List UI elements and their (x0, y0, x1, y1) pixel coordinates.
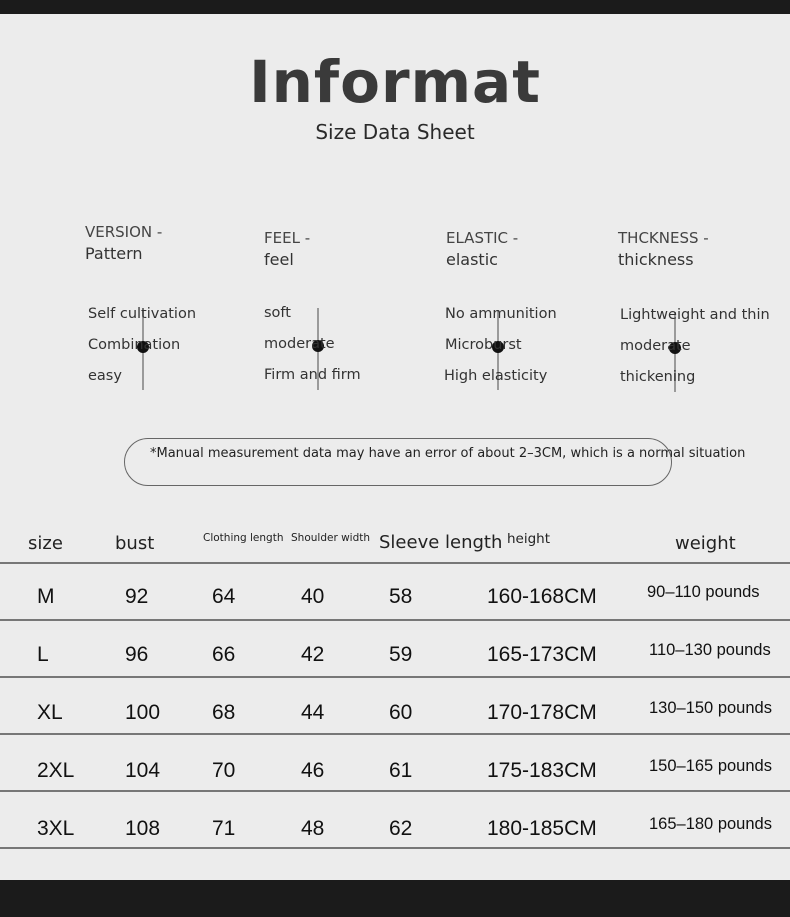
attribute-elastic (446, 228, 518, 270)
table-divider (0, 790, 790, 792)
table-divider (0, 619, 790, 621)
attribute-label: VERSION - (85, 223, 163, 241)
table-divider (0, 733, 790, 735)
cell-weight: 130–150 pounds (649, 699, 772, 717)
header-size: size (28, 533, 63, 554)
option-text: Combination (88, 337, 181, 353)
cell-weight: 90–110 pounds (647, 583, 760, 601)
header-clothing-length: Clothing length (203, 532, 284, 544)
cell-clothing-length: 68 (212, 701, 236, 724)
page-subtitle: Size Data Sheet (315, 120, 475, 144)
cell-sleeve-length: 61 (389, 759, 413, 782)
option-text: Firm and firm (264, 367, 361, 383)
size-chart-page (0, 14, 790, 880)
attribute-label: THCKNESS - (618, 229, 709, 247)
option-text: thickening (620, 369, 696, 385)
option-text: easy (88, 368, 122, 384)
option-text: moderate (620, 338, 691, 354)
attribute-version (85, 222, 162, 264)
cell-sleeve-length: 62 (389, 817, 413, 840)
option-text: moderate (264, 336, 335, 352)
cell-height: 165-173CM (487, 643, 597, 666)
table-divider (0, 847, 790, 849)
cell-size: 2XL (37, 759, 75, 782)
cell-weight: 165–180 pounds (649, 815, 772, 833)
cell-height: 160-168CM (487, 585, 597, 608)
cell-clothing-length: 64 (212, 585, 236, 608)
cell-bust: 92 (125, 585, 149, 608)
cell-height: 170-178CM (487, 701, 597, 724)
option-text: Lightweight and thin (620, 307, 770, 323)
header-bust: bust (115, 533, 155, 554)
cell-bust: 96 (125, 643, 149, 666)
cell-weight: 150–165 pounds (649, 757, 772, 775)
cell-sleeve-length: 59 (389, 643, 413, 666)
attribute-sub: thickness (618, 250, 694, 269)
header-weight: weight (675, 533, 736, 554)
option-text: No ammunition (445, 306, 557, 322)
attribute-sub: Pattern (85, 244, 143, 263)
attribute-thickness (618, 228, 709, 270)
option-text: High elasticity (444, 368, 548, 384)
header-sleeve-length: Sleeve length (379, 532, 503, 553)
cell-height: 175-183CM (487, 759, 597, 782)
note-text: *Manual measurement data may have an error of about 2–3CM, which is a normal situation (150, 446, 746, 461)
bottom-bar (0, 880, 790, 917)
page-title: Informat (249, 48, 541, 116)
cell-shoulder-width: 42 (301, 643, 325, 666)
attribute-sub: feel (264, 250, 294, 269)
cell-clothing-length: 70 (212, 759, 236, 782)
header-height: height (507, 531, 551, 547)
cell-size: 3XL (37, 817, 75, 840)
cell-shoulder-width: 48 (301, 817, 325, 840)
cell-size: XL (37, 701, 63, 724)
attribute-feel (264, 228, 310, 270)
cell-clothing-length: 66 (212, 643, 236, 666)
cell-bust: 104 (125, 759, 161, 782)
attribute-label: ELASTIC - (446, 229, 519, 247)
cell-sleeve-length: 60 (389, 701, 413, 724)
cell-size: L (37, 643, 49, 666)
cell-bust: 100 (125, 701, 161, 724)
cell-clothing-length: 71 (212, 817, 236, 840)
option-text: soft (264, 305, 291, 321)
cell-shoulder-width: 46 (301, 759, 325, 782)
option-text: Self cultivation (88, 306, 197, 322)
attribute-label: FEEL - (264, 229, 311, 247)
cell-height: 180-185CM (487, 817, 597, 840)
cell-sleeve-length: 58 (389, 585, 413, 608)
header-shoulder-width: Shoulder width (291, 532, 371, 544)
cell-weight: 110–130 pounds (649, 641, 771, 659)
table-divider (0, 676, 790, 678)
option-text: Microburst (445, 337, 522, 353)
cell-shoulder-width: 40 (301, 585, 325, 608)
cell-shoulder-width: 44 (301, 701, 325, 724)
cell-size: M (37, 585, 55, 608)
table-divider (0, 562, 790, 564)
cell-bust: 108 (125, 817, 161, 840)
attribute-sub: elastic (446, 250, 498, 269)
